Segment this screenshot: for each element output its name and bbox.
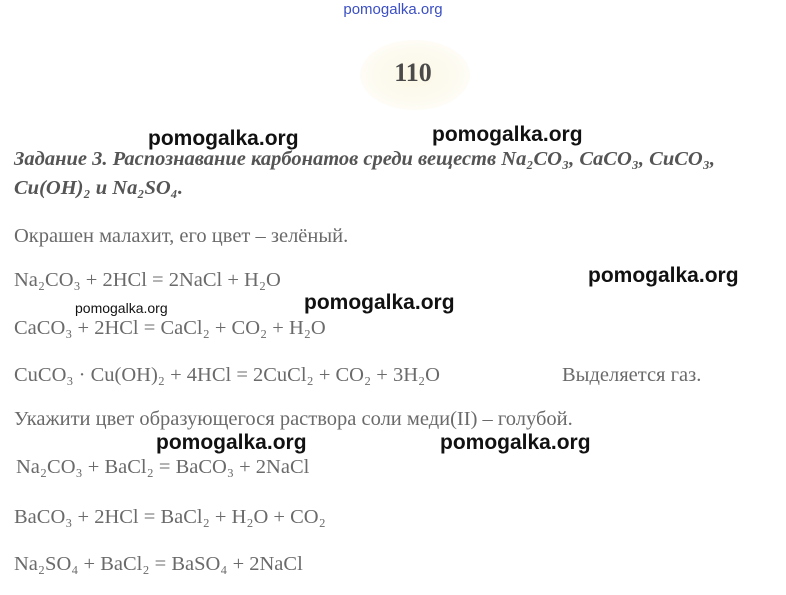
gas-note: Выделяется газ. (562, 364, 702, 386)
malachite-line: Окрашен малахит, его цвет – зелёный. (14, 225, 349, 247)
site-header-link[interactable]: pomogalka.org (343, 1, 443, 18)
equation-5: BaCO₃ + 2HCl = BaCl₂ + H₂O + CO₂ (14, 506, 326, 528)
equation-2: CaCO₃ + 2HCl = CaCl₂ + CO₂ + H₂O (14, 317, 326, 339)
watermark: pomogalka.org (75, 300, 168, 316)
task-title: Задание 3. Распознавание карбонатов среди веществ Na₂CO₃, CaCO₃, CuCO₃, Cu(OH)₂ и Na₂SO₄. (14, 148, 715, 199)
watermark: pomogalka.org (588, 264, 739, 287)
watermark: pomogalka.org (148, 127, 299, 150)
watermark: pomogalka.org (304, 291, 455, 314)
equation-4: Na₂CO₃ + BaCl₂ = BaCO₃ + 2NaCl (16, 456, 310, 478)
watermark: pomogalka.org (432, 123, 583, 146)
watermark: pomogalka.org (440, 431, 591, 454)
page-number: 110 (394, 58, 432, 87)
watermark: pomogalka.org (156, 431, 307, 454)
color-note: Укажити цвет образующегося раствора соли меди(II) – голубой. (14, 408, 573, 430)
equation-6: Na₂SO₄ + BaCl₂ = BaSO₄ + 2NaCl (14, 553, 303, 575)
equation-3: CuCO₃ · Cu(OH)₂ + 4HCl = 2CuCl₂ + CO₂ + 3H₂O (14, 364, 440, 386)
equation-1: Na₂CO₃ + 2HCl = 2NaCl + H₂O (14, 269, 281, 291)
